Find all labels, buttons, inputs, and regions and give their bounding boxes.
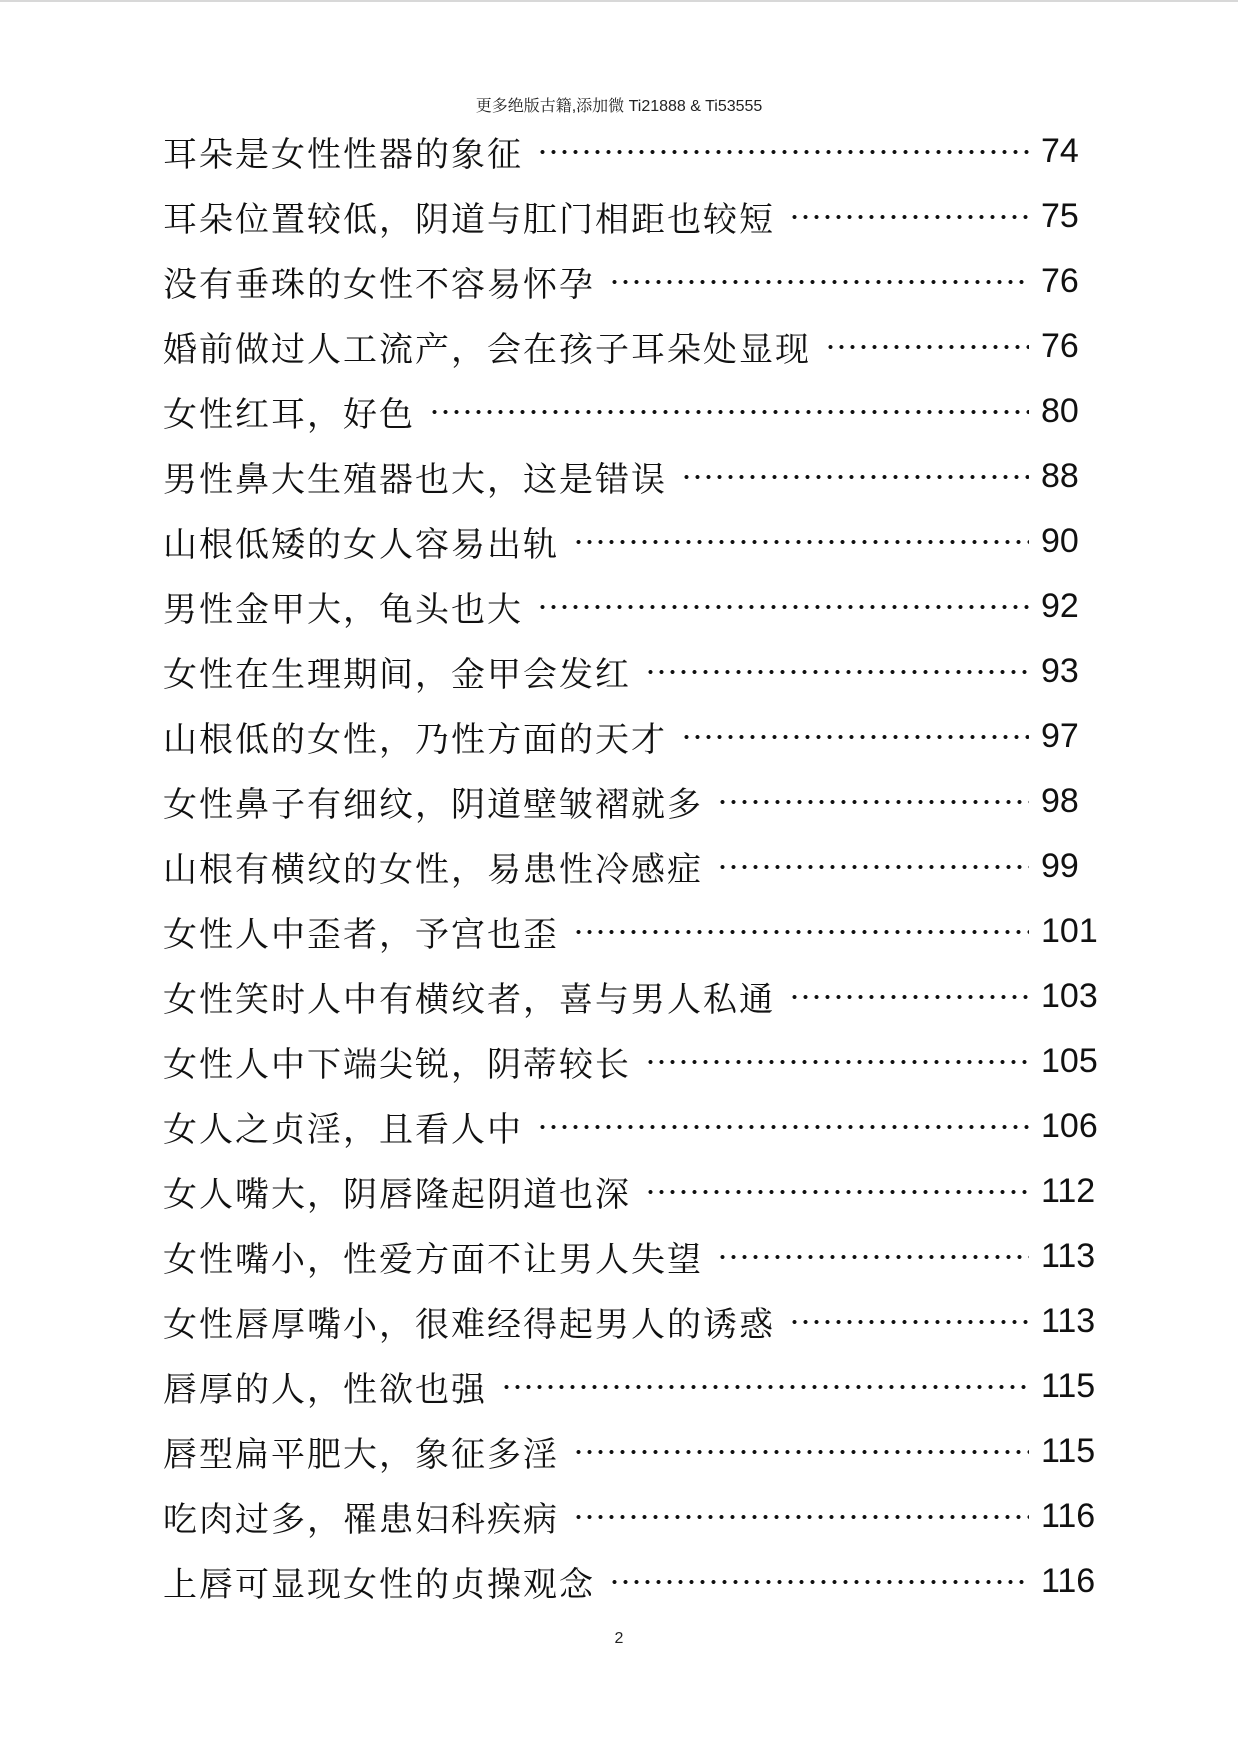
toc-dot-leader	[717, 799, 1029, 805]
toc-entry[interactable]	[163, 899, 1113, 964]
toc-entry-title: 唇厚的人，性欲也强	[163, 1370, 487, 1410]
toc-dot-leader	[681, 734, 1029, 740]
toc-dot-leader	[645, 669, 1029, 675]
page-number: 2	[614, 1630, 624, 1647]
toc-entry[interactable]	[163, 1354, 1113, 1419]
toc-entry-page: 88	[1041, 457, 1079, 495]
toc-entry-page: 90	[1041, 522, 1079, 560]
toc-entry-page: 99	[1041, 847, 1079, 885]
toc-dot-leader	[537, 149, 1029, 155]
toc-dot-leader	[645, 1059, 1029, 1065]
toc-entry[interactable]	[163, 119, 1113, 184]
toc-entry-page: 116	[1041, 1497, 1096, 1535]
toc-entry-title: 山根低的女性，乃性方面的天才	[163, 720, 667, 760]
toc-entry-title: 女性鼻子有细纹，阴道壁皱褶就多	[163, 785, 703, 825]
toc-entry[interactable]	[163, 1094, 1113, 1159]
toc-entry[interactable]	[163, 509, 1113, 574]
toc-entry[interactable]	[163, 1159, 1113, 1224]
toc-dot-leader	[537, 1124, 1029, 1130]
toc-entry-title: 婚前做过人工流产，会在孩子耳朵处显现	[163, 330, 811, 370]
toc-dot-leader	[537, 604, 1029, 610]
toc-entry[interactable]	[163, 314, 1113, 379]
toc-entry[interactable]	[163, 704, 1113, 769]
toc-entry[interactable]	[163, 1224, 1113, 1289]
toc-entry-page: 106	[1041, 1107, 1098, 1145]
toc-entry-page: 101	[1041, 912, 1098, 950]
toc-entry-page: 80	[1041, 392, 1079, 430]
toc-entry[interactable]	[163, 834, 1113, 899]
toc-entry-title: 女性唇厚嘴小，很难经得起男人的诱惑	[163, 1305, 775, 1345]
toc-entry-page: 113	[1041, 1237, 1096, 1275]
toc-entry-page: 103	[1041, 977, 1098, 1015]
toc-dot-leader	[609, 1579, 1029, 1585]
toc-entry-title: 女人之贞淫，且看人中	[163, 1110, 523, 1150]
toc-entry-title: 耳朵位置较低，阴道与肛门相距也较短	[163, 200, 775, 240]
toc-entry-page: 115	[1041, 1432, 1096, 1470]
toc-dot-leader	[573, 1514, 1029, 1520]
toc-entry-title: 女性笑时人中有横纹者，喜与男人私通	[163, 980, 775, 1020]
toc-entry-title: 女性在生理期间，金甲会发红	[163, 655, 631, 695]
toc-entry[interactable]	[163, 574, 1113, 639]
toc-entry[interactable]	[163, 769, 1113, 834]
toc-entry[interactable]	[163, 379, 1113, 444]
toc-entry-page: 74	[1041, 132, 1079, 170]
toc-dot-leader	[429, 409, 1029, 415]
toc-entry-page: 92	[1041, 587, 1079, 625]
toc-entry[interactable]	[163, 964, 1113, 1029]
toc-dot-leader	[645, 1189, 1029, 1195]
page-header: 更多绝版古籍,添加微 Ti21888 & Ti53555	[475, 98, 763, 115]
toc-dot-leader	[717, 1254, 1029, 1260]
toc-entry-page: 98	[1041, 782, 1079, 820]
toc-entry-page: 112	[1041, 1172, 1096, 1210]
toc-entry[interactable]	[163, 639, 1113, 704]
toc-entry-title: 女性嘴小，性爱方面不让男人失望	[163, 1240, 703, 1280]
toc-dot-leader	[609, 279, 1029, 285]
toc-entry-title: 上唇可显现女性的贞操观念	[163, 1565, 595, 1605]
toc-dot-leader	[573, 1449, 1029, 1455]
toc-entry-page: 116	[1041, 1562, 1096, 1600]
toc-entry-page: 76	[1041, 262, 1079, 300]
toc-entry[interactable]	[163, 1484, 1113, 1549]
toc-entry[interactable]	[163, 1289, 1113, 1354]
toc-dot-leader	[825, 344, 1029, 350]
toc-entry-title: 没有垂珠的女性不容易怀孕	[163, 265, 595, 305]
toc-dot-leader	[789, 994, 1029, 1000]
toc-entry-title: 女人嘴大，阴唇隆起阴道也深	[163, 1175, 631, 1215]
toc-entry-page: 75	[1041, 197, 1079, 235]
toc-entry-title: 吃肉过多，罹患妇科疾病	[163, 1500, 559, 1540]
toc-entry-page: 115	[1041, 1367, 1096, 1405]
toc-dot-leader	[573, 929, 1029, 935]
toc-entry[interactable]	[163, 1029, 1113, 1094]
toc-entry-title: 女性红耳，好色	[163, 395, 415, 435]
table-of-contents	[163, 119, 1113, 1614]
toc-entry-page: 76	[1041, 327, 1079, 365]
toc-entry-title: 男性金甲大，龟头也大	[163, 590, 523, 630]
toc-entry-title: 女性人中歪者，予宫也歪	[163, 915, 559, 955]
toc-dot-leader	[573, 539, 1029, 545]
toc-entry-title: 女性人中下端尖锐，阴蒂较长	[163, 1045, 631, 1085]
toc-entry[interactable]	[163, 184, 1113, 249]
toc-dot-leader	[717, 864, 1029, 870]
toc-entry-page: 105	[1041, 1042, 1098, 1080]
toc-entry-title: 山根有横纹的女性，易患性冷感症	[163, 850, 703, 890]
toc-entry-page: 97	[1041, 717, 1079, 755]
toc-entry-title: 唇型扁平肥大，象征多淫	[163, 1435, 559, 1475]
toc-entry[interactable]	[163, 1419, 1113, 1484]
toc-dot-leader	[681, 474, 1029, 480]
toc-dot-leader	[789, 1319, 1029, 1325]
toc-entry[interactable]	[163, 444, 1113, 509]
toc-entry-page: 113	[1041, 1302, 1096, 1340]
toc-entry-title: 耳朵是女性性器的象征	[163, 135, 523, 175]
toc-entry[interactable]	[163, 1549, 1113, 1614]
toc-entry[interactable]	[163, 249, 1113, 314]
toc-dot-leader	[789, 214, 1029, 220]
toc-entry-page: 93	[1041, 652, 1079, 690]
toc-entry-title: 山根低矮的女人容易出轨	[163, 525, 559, 565]
toc-entry-title: 男性鼻大生殖器也大，这是错误	[163, 460, 667, 500]
toc-dot-leader	[501, 1384, 1029, 1390]
top-border	[0, 0, 1238, 2]
